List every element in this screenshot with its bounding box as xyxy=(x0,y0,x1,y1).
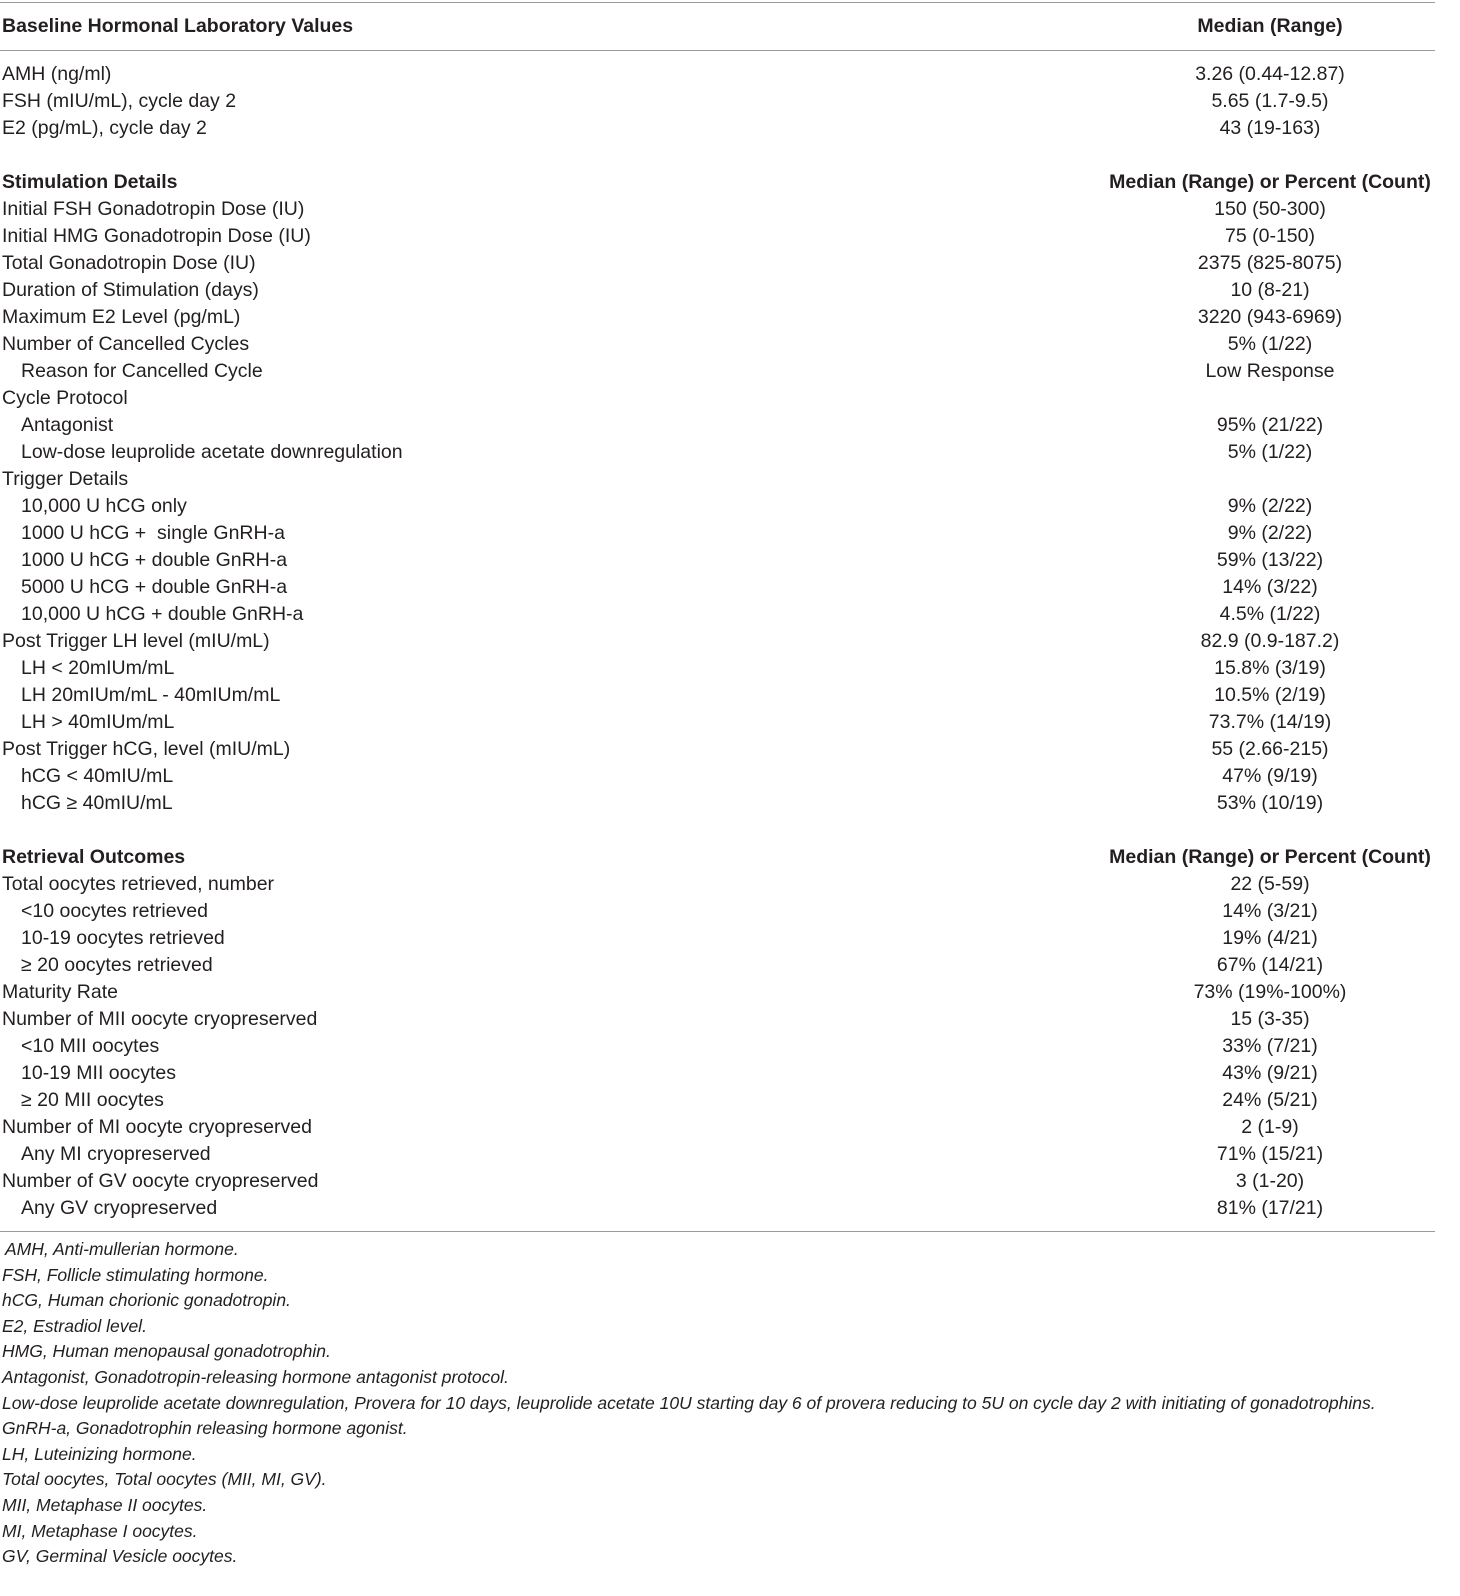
subrow-value: 24% (5/21) xyxy=(1222,1089,1318,1111)
subrow-value: 71% (15/21) xyxy=(1216,1143,1324,1165)
table-row xyxy=(0,61,1435,88)
table-body xyxy=(0,61,1435,1222)
section-header-value: Median (Range) or Percent (Count) xyxy=(1109,171,1431,193)
section-header xyxy=(0,844,1435,871)
table-subrow xyxy=(0,547,1435,574)
row-value: 2375 (825-8075) xyxy=(1197,252,1343,274)
table-subrow xyxy=(0,358,1435,385)
row-label: Duration of Stimulation (days) xyxy=(2,279,259,301)
subrow-label: LH > 40mIUm/mL xyxy=(21,711,175,733)
table-subrow xyxy=(0,1141,1435,1168)
subrow-value: 47% (9/19) xyxy=(1222,765,1318,787)
subrow-label: Reason for Cancelled Cycle xyxy=(21,360,263,382)
table-row xyxy=(0,1006,1435,1033)
row-value: 73% (19%-100%) xyxy=(1193,981,1347,1003)
subrow-label: 1000 U hCG + single GnRH-a xyxy=(21,522,285,544)
subrow-value: 59% (13/22) xyxy=(1216,549,1324,571)
row-value: 2 (1-9) xyxy=(1241,1116,1299,1138)
subrow-label: LH < 20mIUm/mL xyxy=(21,657,175,679)
table-row xyxy=(0,115,1435,142)
table-subrow xyxy=(0,1033,1435,1060)
subrow-label: Low-dose leuprolide acetate downregulation xyxy=(21,441,403,463)
row-label: Trigger Details xyxy=(2,468,129,490)
footnote: GV, Germinal Vesicle oocytes. xyxy=(2,1546,238,1567)
footnote: GnRH-a, Gonadotrophin releasing hormone agonist. xyxy=(2,1418,408,1439)
footnote: FSH, Follicle stimulating hormone. xyxy=(2,1264,269,1285)
table-subrow xyxy=(0,790,1435,817)
row-value: 43 (19-163) xyxy=(1219,117,1321,139)
row-label: Initial FSH Gonadotropin Dose (IU) xyxy=(2,198,305,220)
subrow-label: ≥ 20 oocytes retrieved xyxy=(21,954,213,976)
section-header-label: Retrieval Outcomes xyxy=(2,846,186,868)
row-value: 22 (5-59) xyxy=(1230,873,1310,895)
subrow-label: hCG ≥ 40mIU/mL xyxy=(21,792,173,814)
row-value: 3220 (943-6969) xyxy=(1197,306,1343,328)
row-label: Number of Cancelled Cycles xyxy=(2,333,250,355)
subrow-value: 95% (21/22) xyxy=(1216,414,1324,436)
section-header xyxy=(0,169,1435,196)
table-subrow xyxy=(0,493,1435,520)
subrow-value: 10.5% (2/19) xyxy=(1214,684,1326,706)
table-row xyxy=(0,736,1435,763)
table-row xyxy=(0,1114,1435,1141)
subrow-label: 10,000 U hCG + double GnRH-a xyxy=(21,603,304,625)
table-subrow xyxy=(0,682,1435,709)
subrow-label: LH 20mIUm/mL - 40mIUm/mL xyxy=(21,684,281,706)
row-value: 10 (8-21) xyxy=(1230,279,1310,301)
table-subrow xyxy=(0,1060,1435,1087)
table-row xyxy=(0,385,1435,412)
subrow-label: 10-19 oocytes retrieved xyxy=(21,927,225,949)
subrow-value: 9% (2/22) xyxy=(1227,495,1313,517)
row-value: 3.26 (0.44-12.87) xyxy=(1195,63,1345,85)
table-row xyxy=(0,1168,1435,1195)
table-subrow xyxy=(0,601,1435,628)
subrow-label: Any GV cryopreserved xyxy=(21,1197,218,1219)
table-subrow xyxy=(0,763,1435,790)
table-subrow xyxy=(0,655,1435,682)
subrow-label: <10 MII oocytes xyxy=(21,1035,160,1057)
subrow-value: 81% (17/21) xyxy=(1216,1197,1324,1219)
table-row xyxy=(0,871,1435,898)
footnote: HMG, Human menopausal gonadotrophin. xyxy=(2,1341,331,1362)
row-value: 5.65 (1.7-9.5) xyxy=(1211,90,1329,112)
subrow-label: 10-19 MII oocytes xyxy=(21,1062,176,1084)
row-label: Initial HMG Gonadotropin Dose (IU) xyxy=(2,225,311,247)
row-label: Number of GV oocyte cryopreserved xyxy=(2,1170,319,1192)
footnote: AMH, Anti-mullerian hormone. xyxy=(5,1239,239,1259)
subrow-value: 33% (7/21) xyxy=(1222,1035,1318,1057)
table-subrow xyxy=(0,925,1435,952)
footnote: MII, Metaphase II oocytes. xyxy=(2,1494,208,1515)
row-label: FSH (mIU/mL), cycle day 2 xyxy=(2,90,237,112)
row-value: 3 (1-20) xyxy=(1235,1170,1305,1192)
footnote: Antagonist, Gonadotropin-releasing hormone antagonist protocol. xyxy=(2,1366,509,1387)
subrow-label: 1000 U hCG + double GnRH-a xyxy=(21,549,288,571)
subrow-value: 19% (4/21) xyxy=(1222,927,1318,949)
row-value: 82.9 (0.9-187.2) xyxy=(1200,630,1340,652)
row-label: Number of MI oocyte cryopreserved xyxy=(2,1116,312,1138)
footnote: Low-dose leuprolide acetate downregulation, Provera for 10 days, leuprolide acetate 10U starting day 6 of provera reducing to 5U on cycle day 2 with initiating of gonadotrophins. xyxy=(2,1392,1376,1413)
header-label: Baseline Hormonal Laboratory Values xyxy=(2,15,354,37)
subrow-label: Antagonist xyxy=(21,414,114,436)
subrow-value: 5% (1/22) xyxy=(1227,441,1313,463)
subrow-value: 14% (3/22) xyxy=(1222,576,1318,598)
stimulation-section xyxy=(0,169,1435,817)
row-label: Total oocytes retrieved, number xyxy=(2,873,275,895)
row-label: Post Trigger hCG, level (mIU/mL) xyxy=(2,738,291,760)
bottom-rule xyxy=(0,1231,1435,1232)
subrow-value: Low Response xyxy=(1205,360,1335,382)
table-subrow xyxy=(0,709,1435,736)
table-row xyxy=(0,628,1435,655)
subrow-value: 4.5% (1/22) xyxy=(1219,603,1321,625)
subrow-value: 9% (2/22) xyxy=(1227,522,1313,544)
header-value: Median (Range) xyxy=(1197,15,1343,37)
section-header-value: Median (Range) or Percent (Count) xyxy=(1109,846,1431,868)
table-subrow xyxy=(0,1087,1435,1114)
subrow-value: 15.8% (3/19) xyxy=(1214,657,1326,679)
row-label: Maturity Rate xyxy=(2,981,118,1003)
subrow-value: 73.7% (14/19) xyxy=(1208,711,1332,733)
row-value: 75 (0-150) xyxy=(1225,225,1315,247)
table-row xyxy=(0,331,1435,358)
table-row xyxy=(0,466,1435,493)
table-row xyxy=(0,223,1435,250)
footnote: E2, Estradiol level. xyxy=(2,1315,147,1336)
table-subrow xyxy=(0,439,1435,466)
row-label: E2 (pg/mL), cycle day 2 xyxy=(2,117,207,139)
table-subrow xyxy=(0,898,1435,925)
table-row xyxy=(0,88,1435,115)
table-row xyxy=(0,277,1435,304)
footnote: MI, Metaphase I oocytes. xyxy=(2,1520,198,1541)
header-rule xyxy=(0,50,1435,51)
row-value: 55 (2.66-215) xyxy=(1211,738,1329,760)
row-label: AMH (ng/ml) xyxy=(2,63,112,85)
table-row xyxy=(0,196,1435,223)
row-label: Total Gonadotropin Dose (IU) xyxy=(2,252,256,274)
subrow-value: 67% (14/21) xyxy=(1216,954,1324,976)
row-label: Number of MII oocyte cryopreserved xyxy=(2,1008,318,1030)
footnotes xyxy=(0,1237,1458,1570)
retrieval-section xyxy=(0,844,1435,1222)
footnote: hCG, Human chorionic gonadotropin. xyxy=(2,1290,291,1311)
subrow-value: 43% (9/21) xyxy=(1222,1062,1318,1084)
subrow-label: <10 oocytes retrieved xyxy=(21,900,208,922)
table-row xyxy=(0,250,1435,277)
footnote: LH, Luteinizing hormone. xyxy=(2,1443,197,1464)
subrow-label: 10,000 U hCG only xyxy=(21,495,187,517)
row-value: 15 (3-35) xyxy=(1230,1008,1310,1030)
row-label: Post Trigger LH level (mIU/mL) xyxy=(2,630,270,652)
footnote: Total oocytes, Total oocytes (MII, MI, GV). xyxy=(2,1469,327,1490)
table-row xyxy=(0,979,1435,1006)
table-subrow xyxy=(0,412,1435,439)
baseline-section xyxy=(0,61,1435,142)
table-subrow xyxy=(0,574,1435,601)
row-value: 5% (1/22) xyxy=(1227,333,1313,355)
subrow-label: hCG < 40mIU/mL xyxy=(21,765,174,787)
row-label: Maximum E2 Level (pg/mL) xyxy=(2,306,241,328)
subrow-value: 14% (3/21) xyxy=(1222,900,1318,922)
subrow-label: 5000 U hCG + double GnRH-a xyxy=(21,576,288,598)
subrow-label: Any MI cryopreserved xyxy=(21,1143,211,1165)
section-header-label: Stimulation Details xyxy=(2,171,178,193)
subrow-value: 53% (10/19) xyxy=(1216,792,1324,814)
row-label: Cycle Protocol xyxy=(2,387,128,409)
table-subrow xyxy=(0,1195,1435,1222)
table-subrow xyxy=(0,952,1435,979)
subrow-label: ≥ 20 MII oocytes xyxy=(21,1089,164,1111)
table-subrow xyxy=(0,520,1435,547)
row-value: 150 (50-300) xyxy=(1214,198,1326,220)
table-row xyxy=(0,304,1435,331)
table-header xyxy=(0,3,1435,50)
